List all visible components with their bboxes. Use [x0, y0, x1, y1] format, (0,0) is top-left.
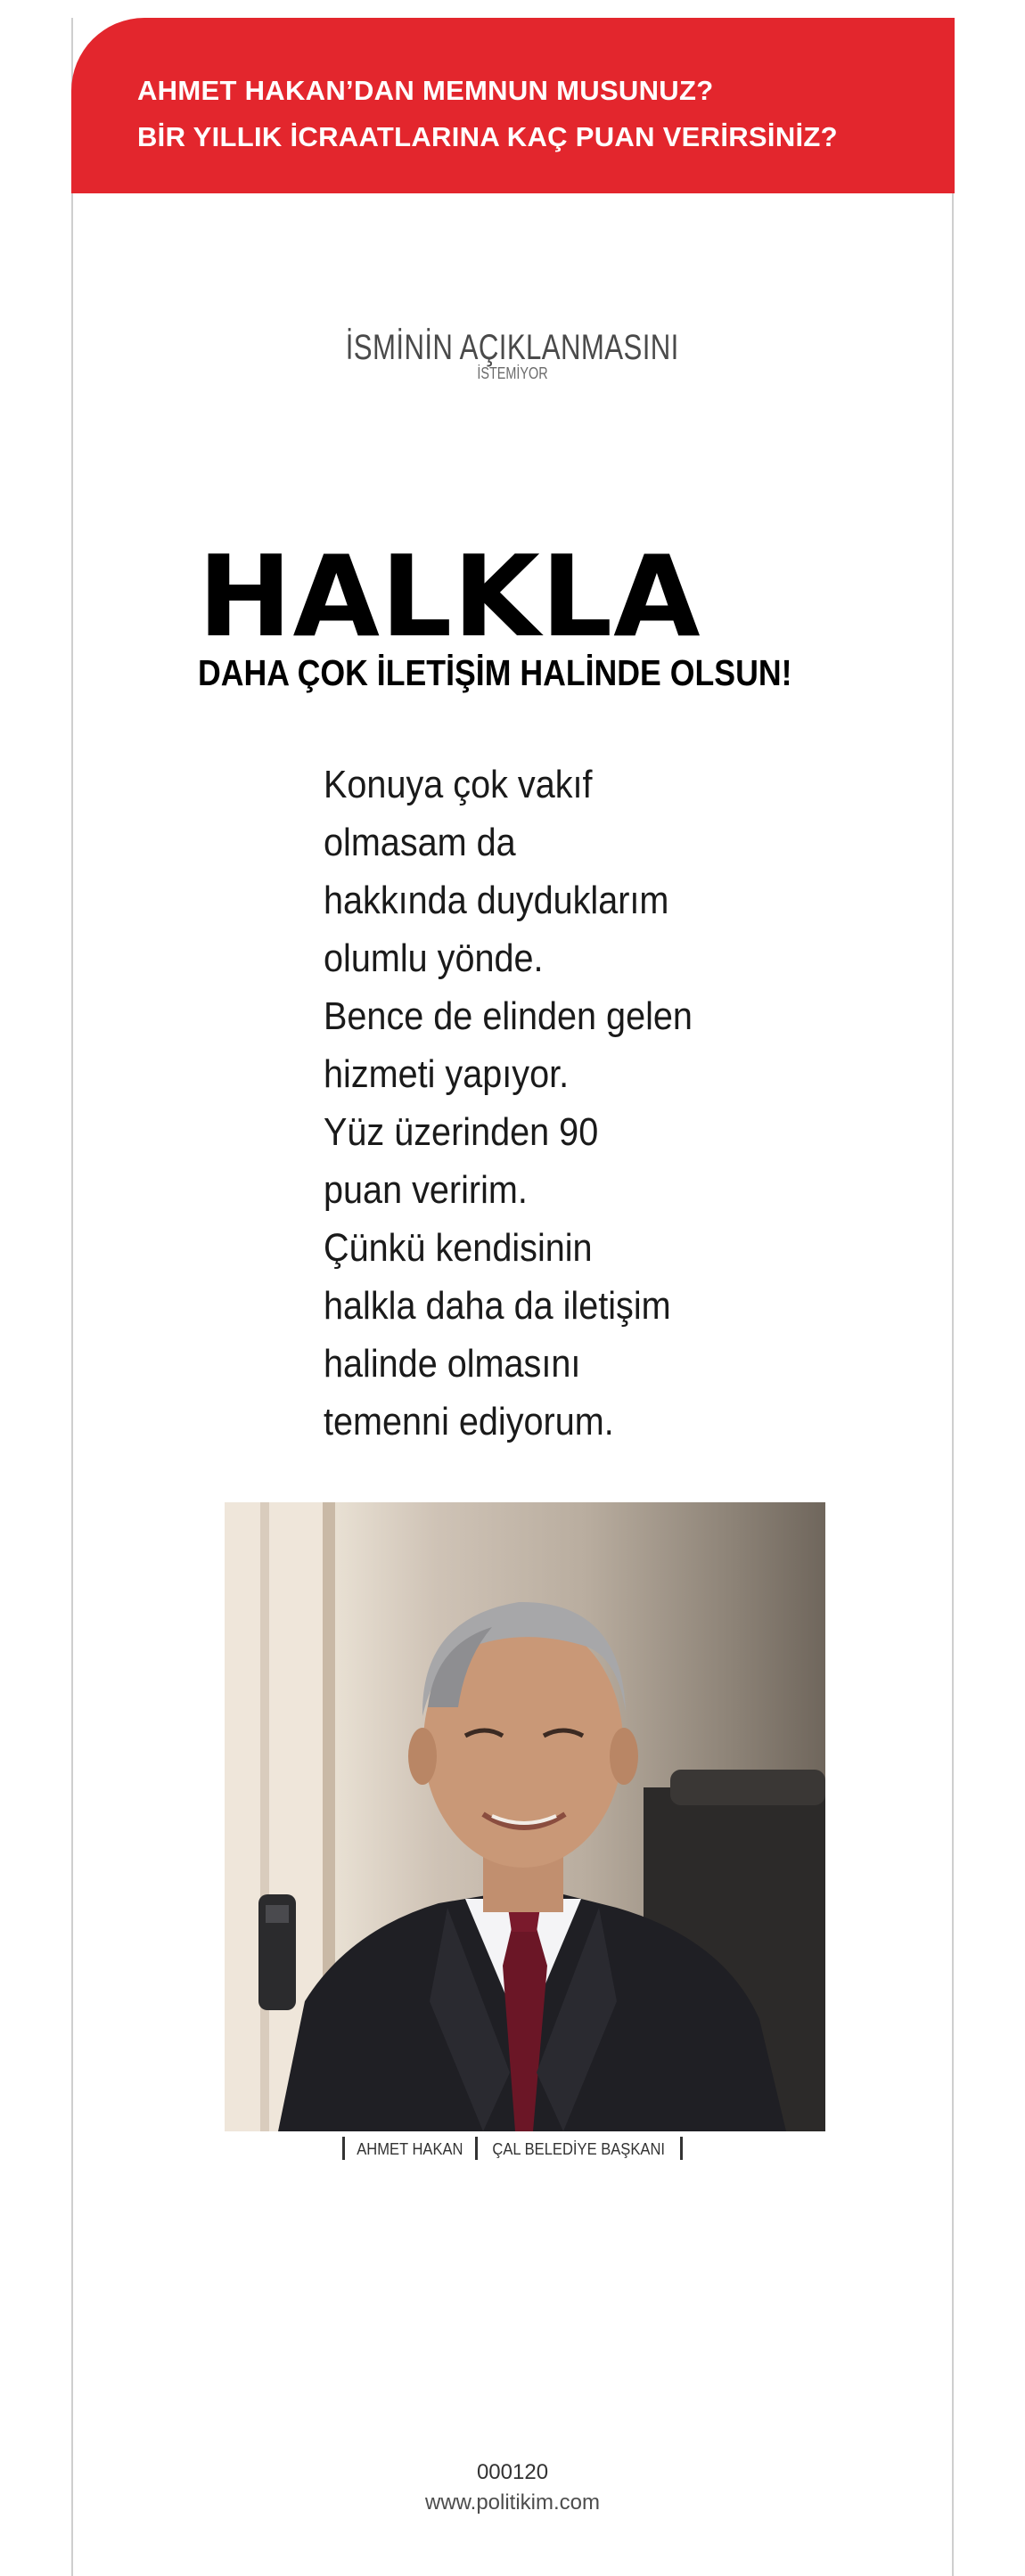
quote-line: temenni ediyorum. [324, 1400, 614, 1443]
source-name: İSMİNİN AÇIKLANMASINI [345, 328, 679, 367]
header-question-2: BİR YILLIK İCRAATLARINA KAÇ PUAN VERİRSİNİZ? [137, 121, 838, 152]
page-id: 000120 [476, 2460, 549, 2484]
caption-person-role: ÇAL BELEDİYE BAŞKANI [492, 2140, 666, 2158]
quote-line: Bence de elinden gelen [324, 994, 693, 1038]
caption-divider [475, 2137, 478, 2160]
quote-line: Yüz üzerinden 90 [324, 1110, 599, 1154]
photo-caption [0, 2137, 1025, 2160]
quote-line: olmasam da [324, 821, 516, 864]
quote-line: hakkında duyduklarım [324, 879, 669, 922]
caption-person-name: AHMET HAKAN [357, 2140, 463, 2158]
caption-divider [680, 2137, 683, 2160]
source-note: İSTEMİYOR [477, 364, 548, 382]
header-banner [71, 18, 955, 193]
quote-line: Konuya çok vakıf [324, 763, 593, 806]
header-question-1: AHMET HAKAN’DAN MEMNUN MUSUNUZ? [137, 75, 714, 106]
quote-text [324, 756, 693, 1451]
source-block [0, 328, 1025, 383]
quote-line: puan veririm. [324, 1168, 528, 1212]
headline-subtitle: DAHA ÇOK İLETİŞİM HALİNDE OLSUN! [198, 652, 792, 693]
quote-line: olumlu yönde. [324, 936, 544, 980]
quote-line: hizmeti yapıyor. [324, 1052, 570, 1096]
quote-line: halinde olmasını [324, 1342, 581, 1386]
quote-line: Çünkü kendisinin [324, 1226, 593, 1270]
site-url[interactable]: www.politikim.com [424, 2490, 601, 2515]
portrait-photo [225, 1502, 825, 2131]
portrait-illustration [225, 1502, 825, 2131]
quote-line: halkla daha da iletişim [324, 1284, 671, 1328]
caption-divider [342, 2137, 345, 2160]
footer [0, 2457, 1025, 2518]
headline-title: HALKLA [198, 531, 701, 662]
